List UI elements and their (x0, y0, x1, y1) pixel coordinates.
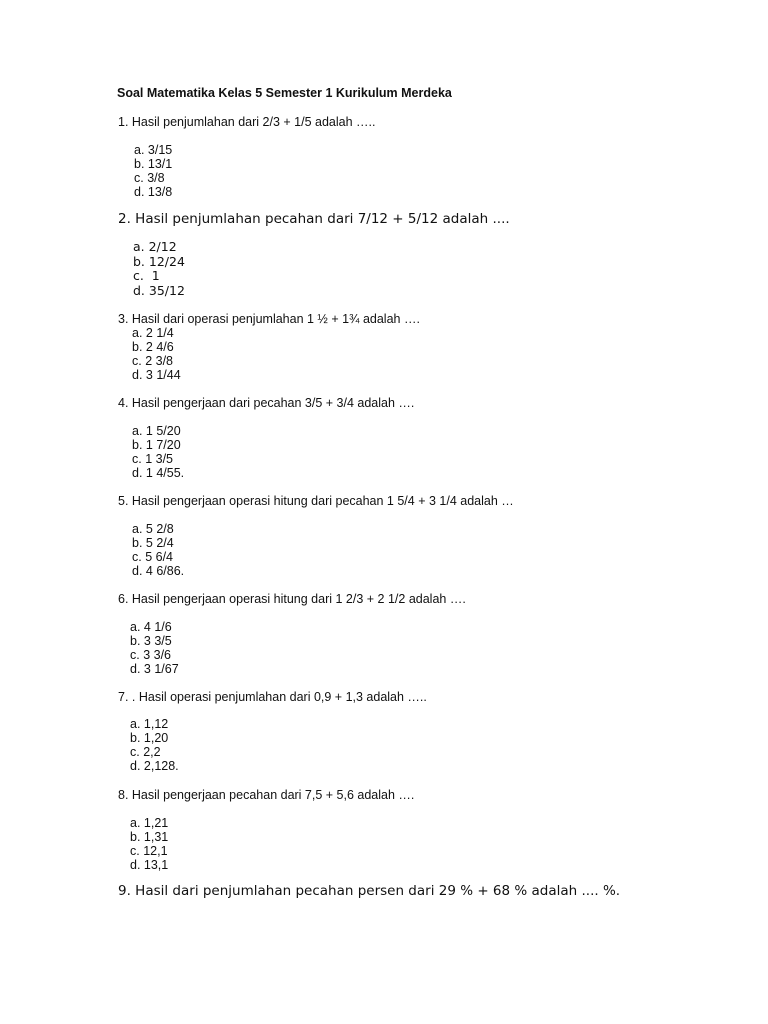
option-1a: a. 3/15 (134, 143, 173, 157)
question-7-text: 7. . Hasil operasi penjumlahan dari 0,9 + 1,3 adalah ….. (118, 690, 427, 704)
option-5b: b. 5 2/4 (132, 536, 174, 550)
question-9-text: 9. Hasil dari penjumlahan pecahan persen dari 29 % + 68 % adalah .... %. (118, 883, 621, 899)
question-5-text: 5. Hasil pengerjaan operasi hitung dari pecahan 1 5/4 + 3 1/4 adalah … (118, 494, 514, 508)
option-8a: a. 1,21 (130, 816, 169, 830)
option-2a: a. 2/12 (133, 239, 177, 254)
question-7-options (130, 717, 179, 773)
option-7a: a. 1,12 (130, 717, 169, 731)
option-8c: c. 12,1 (130, 844, 168, 858)
question-3-options (132, 326, 181, 382)
option-6d: d. 3 1/67 (130, 662, 179, 676)
question-3-text: 3. Hasil dari operasi penjumlahan 1 ½ + 1¾ adalah …. (118, 312, 420, 326)
option-3a: a. 2 1/4 (132, 326, 174, 340)
option-3c: c. 2 3/8 (132, 354, 173, 368)
option-5d: d. 4 6/86. (132, 564, 185, 578)
option-4c: c. 1 3/5 (132, 452, 173, 466)
option-6c: c. 3 3/6 (130, 648, 171, 662)
question-1-options (134, 143, 172, 199)
option-2c: c. 1 (133, 268, 160, 283)
option-1c: c. 3/8 (134, 171, 165, 185)
option-4b: b. 1 7/20 (132, 438, 181, 452)
document-title: Soal Matematika Kelas 5 Semester 1 Kurikulum Merdeka (117, 86, 452, 100)
option-1b: b. 13/1 (134, 157, 173, 171)
question-2-text: 2. Hasil penjumlahan pecahan dari 7/12 + 5/12 adalah .... (118, 211, 510, 227)
question-8-options (130, 816, 168, 872)
option-5a: a. 5 2/8 (132, 522, 174, 536)
option-2b: b. 12/24 (133, 253, 185, 269)
option-3d: d. 3 1/44 (132, 368, 181, 382)
option-2d: d. 35/12 (133, 282, 185, 298)
question-6-options (130, 620, 179, 676)
question-2-options (133, 240, 185, 298)
option-7c: c. 2,2 (130, 745, 161, 759)
option-4d: d. 1 4/55. (132, 466, 185, 480)
option-8d: d. 13,1 (130, 858, 169, 872)
option-6b: b. 3 3/5 (130, 634, 172, 648)
option-3b: b. 2 4/6 (132, 340, 174, 354)
option-6a: a. 4 1/6 (130, 620, 172, 634)
option-8b: b. 1,31 (130, 830, 169, 844)
option-5c: c. 5 6/4 (132, 550, 173, 564)
question-8-text: 8. Hasil pengerjaan pecahan dari 7,5 + 5,6 adalah …. (118, 788, 415, 802)
option-1d: d. 13/8 (134, 185, 173, 199)
question-5-options (132, 522, 184, 578)
question-4-options (132, 424, 184, 480)
option-7d: d. 2,128. (130, 759, 179, 773)
question-4-text: 4. Hasil pengerjaan dari pecahan 3/5 + 3/4 adalah …. (118, 396, 415, 410)
question-6-text: 6. Hasil pengerjaan operasi hitung dari 1 2/3 + 2 1/2 adalah …. (118, 592, 466, 606)
question-1-text: 1. Hasil penjumlahan dari 2/3 + 1/5 adalah ….. (118, 115, 376, 129)
option-7b: b. 1,20 (130, 731, 169, 745)
option-4a: a. 1 5/20 (132, 424, 181, 438)
